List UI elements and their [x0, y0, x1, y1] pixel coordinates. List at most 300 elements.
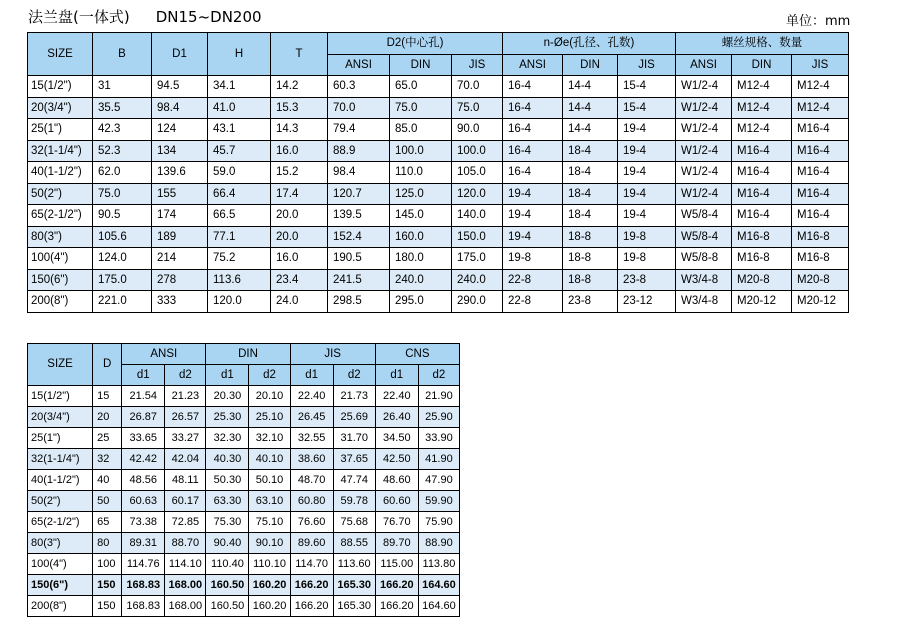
size-cell: 100(4"): [28, 554, 93, 575]
value-cell: 278: [152, 269, 208, 291]
value-cell: 40.10: [249, 449, 290, 470]
value-cell: 26.40: [375, 407, 418, 428]
value-cell: 110.10: [249, 554, 290, 575]
value-cell: M12-4: [732, 97, 792, 119]
value-cell: 14.3: [271, 119, 328, 141]
value-cell: 26.45: [290, 407, 333, 428]
value-cell: 85.0: [390, 119, 452, 141]
value-cell: M20-12: [732, 291, 792, 313]
value-cell: W5/8-4: [676, 205, 732, 227]
value-cell: 89.70: [375, 533, 418, 554]
value-cell: 90.10: [249, 533, 290, 554]
value-cell: 65: [93, 512, 122, 533]
value-cell: 168.83: [122, 596, 165, 617]
value-cell: 63.10: [249, 491, 290, 512]
value-cell: M16-4: [792, 205, 849, 227]
col-ansi-d1: d1: [122, 365, 165, 386]
size-cell: 200(8"): [28, 596, 93, 617]
value-cell: 32: [93, 449, 122, 470]
value-cell: 16.0: [271, 140, 328, 162]
unit-label: 单位：mm: [786, 14, 851, 29]
page-title: [28, 6, 262, 27]
value-cell: 90.40: [206, 533, 249, 554]
size-cell: 40(1-1/2"): [28, 162, 93, 184]
value-cell: 25: [93, 428, 122, 449]
value-cell: 168.83: [122, 575, 165, 596]
value-cell: 40.30: [206, 449, 249, 470]
value-cell: 110.40: [206, 554, 249, 575]
value-cell: 114.10: [165, 554, 206, 575]
value-cell: 94.5: [152, 76, 208, 98]
value-cell: 180.0: [390, 248, 452, 270]
value-cell: 47.90: [418, 470, 459, 491]
value-cell: 240.0: [390, 269, 452, 291]
table-row: [28, 291, 849, 313]
value-cell: 145.0: [390, 205, 452, 227]
value-cell: 89.31: [122, 533, 165, 554]
col-t: T: [271, 33, 328, 76]
value-cell: 295.0: [390, 291, 452, 313]
size-cell: 150(6"): [28, 575, 93, 596]
value-cell: 76.70: [375, 512, 418, 533]
table-row: [28, 386, 460, 407]
size-cell: 20(3/4"): [28, 97, 93, 119]
table-row: [28, 97, 849, 119]
value-cell: 60.80: [290, 491, 333, 512]
value-cell: 50: [93, 491, 122, 512]
value-cell: 166.20: [375, 596, 418, 617]
value-cell: 75.30: [206, 512, 249, 533]
value-cell: 18-8: [563, 248, 618, 270]
col-d2-din: DIN: [390, 54, 452, 76]
value-cell: M12-4: [732, 119, 792, 141]
value-cell: 31.70: [333, 428, 375, 449]
value-cell: 100.0: [390, 140, 452, 162]
size-cell: 200(8"): [28, 291, 93, 313]
value-cell: W1/2-4: [676, 183, 732, 205]
col-jis-d2: d2: [333, 365, 375, 386]
value-cell: 14-4: [563, 97, 618, 119]
value-cell: 120.0: [452, 183, 503, 205]
value-cell: M16-4: [792, 140, 849, 162]
value-cell: 16-4: [503, 76, 563, 98]
value-cell: W5/8-8: [676, 248, 732, 270]
value-cell: 240.0: [452, 269, 503, 291]
value-cell: 19-8: [503, 248, 563, 270]
value-cell: 166.20: [290, 596, 333, 617]
value-cell: 75.2: [208, 248, 271, 270]
value-cell: 23.4: [271, 269, 328, 291]
value-cell: 100.0: [452, 140, 503, 162]
value-cell: 65.0: [390, 76, 452, 98]
value-cell: 18-4: [563, 162, 618, 184]
col-cns-d2: d2: [418, 365, 459, 386]
value-cell: 15: [93, 386, 122, 407]
value-cell: 90.5: [93, 205, 152, 227]
value-cell: 90.0: [452, 119, 503, 141]
size-cell: 32(1-1/4"): [28, 140, 93, 162]
value-cell: 16-4: [503, 140, 563, 162]
table-row: [28, 512, 460, 533]
value-cell: 48.11: [165, 470, 206, 491]
col-din-d1: d1: [206, 365, 249, 386]
col-d2-jis: JIS: [452, 54, 503, 76]
value-cell: 19-4: [618, 140, 676, 162]
value-cell: M16-8: [792, 248, 849, 270]
value-cell: 42.50: [375, 449, 418, 470]
col-d1: D1: [152, 33, 208, 76]
value-cell: 134: [152, 140, 208, 162]
value-cell: 89.60: [290, 533, 333, 554]
table-row: [28, 119, 849, 141]
value-cell: 42.42: [122, 449, 165, 470]
value-cell: 75.0: [452, 97, 503, 119]
value-cell: 32.30: [206, 428, 249, 449]
value-cell: M16-4: [732, 162, 792, 184]
value-cell: 139.6: [152, 162, 208, 184]
value-cell: 23-8: [563, 291, 618, 313]
value-cell: 73.38: [122, 512, 165, 533]
value-cell: 14-4: [563, 119, 618, 141]
value-cell: M20-8: [732, 269, 792, 291]
col-group-din: DIN: [206, 344, 290, 365]
table-row: [28, 162, 849, 184]
value-cell: 37.65: [333, 449, 375, 470]
value-cell: 16-4: [503, 97, 563, 119]
value-cell: 15.3: [271, 97, 328, 119]
value-cell: 59.0: [208, 162, 271, 184]
value-cell: 21.54: [122, 386, 165, 407]
value-cell: 124.0: [93, 248, 152, 270]
table-row: [28, 533, 460, 554]
value-cell: 25.69: [333, 407, 375, 428]
table-row: [28, 491, 460, 512]
value-cell: 88.70: [165, 533, 206, 554]
value-cell: 50.10: [249, 470, 290, 491]
value-cell: 63.30: [206, 491, 249, 512]
value-cell: 166.20: [375, 575, 418, 596]
value-cell: 20.10: [249, 386, 290, 407]
value-cell: W1/2-4: [676, 140, 732, 162]
value-cell: 333: [152, 291, 208, 313]
value-cell: 98.4: [152, 97, 208, 119]
value-cell: 19-4: [503, 205, 563, 227]
value-cell: 48.70: [290, 470, 333, 491]
value-cell: 21.73: [333, 386, 375, 407]
value-cell: 113.6: [208, 269, 271, 291]
col-size: SIZE: [28, 344, 93, 386]
size-cell: 32(1-1/4"): [28, 449, 93, 470]
value-cell: M16-4: [792, 119, 849, 141]
table-row: [28, 596, 460, 617]
value-cell: 20.0: [271, 205, 328, 227]
value-cell: 168.00: [165, 596, 206, 617]
value-cell: 21.90: [418, 386, 459, 407]
value-cell: M16-8: [792, 226, 849, 248]
table-row: [28, 183, 849, 205]
col-bolts-din: DIN: [732, 54, 792, 76]
value-cell: 100: [93, 554, 122, 575]
value-cell: 190.5: [328, 248, 390, 270]
col-group-bolts: 螺丝规格、数量: [676, 33, 849, 55]
value-cell: 25.10: [249, 407, 290, 428]
table-row: [28, 248, 849, 270]
value-cell: 105.6: [93, 226, 152, 248]
value-cell: 114.76: [122, 554, 165, 575]
value-cell: 76.60: [290, 512, 333, 533]
value-cell: 34.50: [375, 428, 418, 449]
value-cell: M12-4: [792, 97, 849, 119]
value-cell: 15.2: [271, 162, 328, 184]
value-cell: 38.60: [290, 449, 333, 470]
value-cell: 113.80: [418, 554, 459, 575]
value-cell: 115.00: [375, 554, 418, 575]
value-cell: 120.0: [208, 291, 271, 313]
value-cell: 75.68: [333, 512, 375, 533]
value-cell: 32.55: [290, 428, 333, 449]
table-row: [28, 470, 460, 491]
value-cell: 70.0: [452, 76, 503, 98]
col-group-d2: D2(中心孔): [328, 33, 503, 55]
value-cell: 45.7: [208, 140, 271, 162]
value-cell: 19-4: [618, 183, 676, 205]
table-row: [28, 575, 460, 596]
value-cell: W1/2-4: [676, 119, 732, 141]
value-cell: 290.0: [452, 291, 503, 313]
value-cell: 14.2: [271, 76, 328, 98]
value-cell: 79.4: [328, 119, 390, 141]
value-cell: 48.56: [122, 470, 165, 491]
value-cell: 42.3: [93, 119, 152, 141]
value-cell: 152.4: [328, 226, 390, 248]
col-size: SIZE: [28, 33, 93, 76]
value-cell: M16-4: [732, 183, 792, 205]
value-cell: 75.90: [418, 512, 459, 533]
value-cell: 14-4: [563, 76, 618, 98]
value-cell: 16.0: [271, 248, 328, 270]
value-cell: 105.0: [452, 162, 503, 184]
value-cell: M16-4: [792, 183, 849, 205]
size-cell: 80(3"): [28, 226, 93, 248]
col-ansi-d2: d2: [165, 365, 206, 386]
value-cell: 139.5: [328, 205, 390, 227]
value-cell: 32.10: [249, 428, 290, 449]
size-cell: 25(1"): [28, 119, 93, 141]
table-row: [28, 76, 849, 98]
value-cell: 19-4: [618, 119, 676, 141]
value-cell: 19-8: [618, 248, 676, 270]
value-cell: 150: [93, 575, 122, 596]
value-cell: 160.50: [206, 575, 249, 596]
value-cell: 125.0: [390, 183, 452, 205]
col-jis-d1: d1: [290, 365, 333, 386]
value-cell: 34.1: [208, 76, 271, 98]
value-cell: 160.20: [249, 575, 290, 596]
value-cell: 120.7: [328, 183, 390, 205]
value-cell: 42.04: [165, 449, 206, 470]
value-cell: M16-4: [792, 162, 849, 184]
value-cell: 47.74: [333, 470, 375, 491]
value-cell: 189: [152, 226, 208, 248]
size-cell: 100(4"): [28, 248, 93, 270]
value-cell: M16-4: [732, 140, 792, 162]
bore-diameter-table: [27, 343, 460, 617]
table-row: [28, 269, 849, 291]
value-cell: 110.0: [390, 162, 452, 184]
col-cns-d1: d1: [375, 365, 418, 386]
table-row: [28, 205, 849, 227]
value-cell: 19-8: [618, 226, 676, 248]
value-cell: 19-4: [618, 205, 676, 227]
table-row: [28, 226, 849, 248]
value-cell: 41.90: [418, 449, 459, 470]
value-cell: W1/2-4: [676, 76, 732, 98]
value-cell: M16-4: [732, 205, 792, 227]
col-group-cns: CNS: [375, 344, 459, 365]
value-cell: 50.30: [206, 470, 249, 491]
value-cell: 18-8: [563, 226, 618, 248]
value-cell: 72.85: [165, 512, 206, 533]
value-cell: 75.0: [93, 183, 152, 205]
value-cell: 164.60: [418, 596, 459, 617]
col-group-ansi: ANSI: [122, 344, 206, 365]
value-cell: 59.90: [418, 491, 459, 512]
table-row: [28, 449, 460, 470]
col-din-d2: d2: [249, 365, 290, 386]
table-row: [28, 428, 460, 449]
value-cell: 16-4: [503, 119, 563, 141]
value-cell: W3/4-8: [676, 269, 732, 291]
value-cell: 62.0: [93, 162, 152, 184]
value-cell: 19-4: [503, 226, 563, 248]
value-cell: 70.0: [328, 97, 390, 119]
value-cell: M12-4: [792, 76, 849, 98]
value-cell: 59.78: [333, 491, 375, 512]
value-cell: 60.60: [375, 491, 418, 512]
col-holes-jis: JIS: [618, 54, 676, 76]
value-cell: 15-4: [618, 76, 676, 98]
value-cell: 88.90: [418, 533, 459, 554]
value-cell: 175.0: [93, 269, 152, 291]
title-range: DN15~DN200: [155, 8, 262, 26]
value-cell: 66.5: [208, 205, 271, 227]
col-bolts-ansi: ANSI: [676, 54, 732, 76]
size-cell: 50(2"): [28, 183, 93, 205]
value-cell: 155: [152, 183, 208, 205]
col-bolts-jis: JIS: [792, 54, 849, 76]
value-cell: 88.9: [328, 140, 390, 162]
value-cell: 113.60: [333, 554, 375, 575]
size-cell: 65(2-1/2"): [28, 512, 93, 533]
size-cell: 50(2"): [28, 491, 93, 512]
value-cell: 165.30: [333, 596, 375, 617]
value-cell: 60.17: [165, 491, 206, 512]
size-cell: 65(2-1/2"): [28, 205, 93, 227]
col-group-holes: n-Øe(孔径、孔数): [503, 33, 676, 55]
value-cell: 80: [93, 533, 122, 554]
value-cell: W3/4-8: [676, 291, 732, 313]
value-cell: 26.87: [122, 407, 165, 428]
col-holes-ansi: ANSI: [503, 54, 563, 76]
value-cell: 98.4: [328, 162, 390, 184]
value-cell: 18-8: [563, 269, 618, 291]
size-cell: 20(3/4"): [28, 407, 93, 428]
value-cell: 160.50: [206, 596, 249, 617]
title-text: 法兰盘(一体式): [28, 8, 130, 26]
value-cell: 31: [93, 76, 152, 98]
value-cell: 22.40: [290, 386, 333, 407]
value-cell: 140.0: [452, 205, 503, 227]
value-cell: 19-4: [618, 162, 676, 184]
size-cell: 80(3"): [28, 533, 93, 554]
table-row: [28, 407, 460, 428]
value-cell: 166.20: [290, 575, 333, 596]
value-cell: 20: [93, 407, 122, 428]
value-cell: M16-8: [732, 248, 792, 270]
col-h: H: [208, 33, 271, 76]
value-cell: 24.0: [271, 291, 328, 313]
value-cell: W1/2-4: [676, 162, 732, 184]
value-cell: 175.0: [452, 248, 503, 270]
value-cell: 114.70: [290, 554, 333, 575]
size-cell: 150(6"): [28, 269, 93, 291]
value-cell: 150: [93, 596, 122, 617]
value-cell: 20.0: [271, 226, 328, 248]
value-cell: 214: [152, 248, 208, 270]
size-cell: 15(1/2"): [28, 386, 93, 407]
value-cell: M20-12: [792, 291, 849, 313]
size-cell: 25(1"): [28, 428, 93, 449]
value-cell: 41.0: [208, 97, 271, 119]
value-cell: 160.0: [390, 226, 452, 248]
value-cell: 40: [93, 470, 122, 491]
size-cell: 15(1/2"): [28, 76, 93, 98]
value-cell: 33.90: [418, 428, 459, 449]
value-cell: 43.1: [208, 119, 271, 141]
value-cell: 165.30: [333, 575, 375, 596]
value-cell: 48.60: [375, 470, 418, 491]
value-cell: W5/8-4: [676, 226, 732, 248]
col-b: B: [93, 33, 152, 76]
value-cell: 22-8: [503, 269, 563, 291]
value-cell: 15-4: [618, 97, 676, 119]
value-cell: 298.5: [328, 291, 390, 313]
value-cell: 18-4: [563, 140, 618, 162]
value-cell: 35.5: [93, 97, 152, 119]
value-cell: 174: [152, 205, 208, 227]
value-cell: 66.4: [208, 183, 271, 205]
value-cell: 33.65: [122, 428, 165, 449]
value-cell: M16-8: [732, 226, 792, 248]
value-cell: 23-8: [618, 269, 676, 291]
col-d: D: [93, 344, 122, 386]
col-holes-din: DIN: [563, 54, 618, 76]
value-cell: 164.60: [418, 575, 459, 596]
value-cell: W1/2-4: [676, 97, 732, 119]
value-cell: 18-4: [563, 183, 618, 205]
value-cell: 75.10: [249, 512, 290, 533]
value-cell: 150.0: [452, 226, 503, 248]
size-cell: 40(1-1/2"): [28, 470, 93, 491]
value-cell: 18-4: [563, 205, 618, 227]
value-cell: 77.1: [208, 226, 271, 248]
flange-dimensions-table: [27, 32, 849, 313]
value-cell: 16-4: [503, 162, 563, 184]
value-cell: 26.57: [165, 407, 206, 428]
value-cell: 60.3: [328, 76, 390, 98]
value-cell: 23-12: [618, 291, 676, 313]
col-group-jis: JIS: [290, 344, 375, 365]
